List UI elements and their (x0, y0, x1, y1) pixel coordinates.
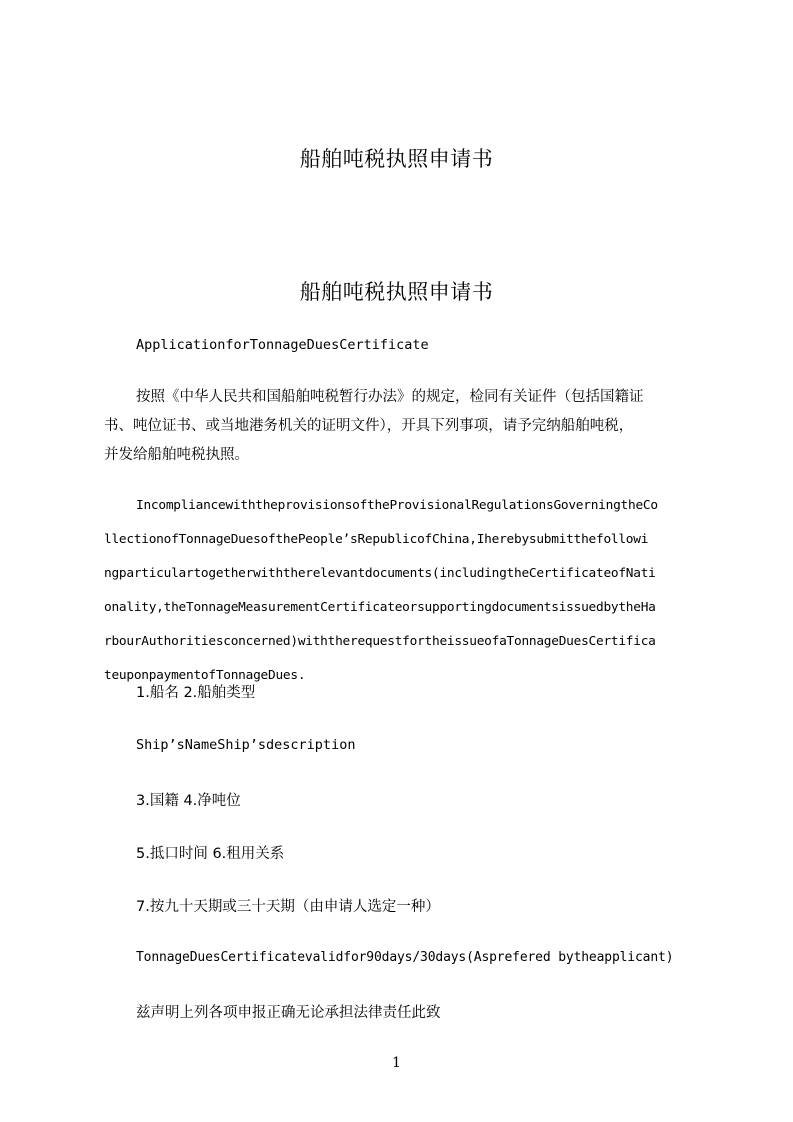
field-validity-period: 7.按九十天期或三十天期（由申请人选定一种） (136, 899, 440, 915)
paragraph-line: IncompliancewiththeprovisionsoftheProvisionalRegulationsGoverningtheCo (136, 498, 658, 513)
paragraph-line: rbourAuthoritiesconcerned)withtherequestfortheissueofaTonnageDuesCertifica (104, 634, 656, 649)
chinese-intro-paragraph (104, 383, 700, 470)
paragraph-line: onality,theTonnageMeasurementCertificateorsupportingdocumentsissuedbytheHa (104, 600, 656, 615)
document-title: 船舶吨税执照申请书 (299, 280, 494, 304)
paragraph-line: 并发给船舶吨税执照。 (104, 447, 249, 463)
english-intro-paragraph (104, 489, 700, 693)
paragraph-line: 按照《中华人民共和国船舶吨税暂行办法》的规定，检同有关证件（包括国籍证 (136, 389, 644, 405)
declaration-statement: 兹声明上列各项申报正确无论承担法律责任此致 (136, 1005, 441, 1021)
field-validity-period-en: TonnageDuesCertificatevalidfor90days/30days(Asprefered bytheapplicant) (136, 950, 674, 965)
paragraph-line: 书、吨位证书、或当地港务机关的证明文件），开具下列事项，请予完纳船舶吨税， (104, 418, 634, 434)
field-arrival-charter: 5.抵口时间 6.租用关系 (136, 846, 285, 862)
paragraph-line: ngparticulartogetherwiththerelevantdocuments(includingtheCertificateofNati (104, 566, 656, 581)
page-number: 1 (392, 1055, 401, 1071)
document-header-title: 船舶吨税执照申请书 (299, 147, 494, 171)
english-subtitle: ApplicationforTonnageDuesCertificate (136, 337, 429, 353)
field-ship-name-type: 1.船名 2.船舶类型 (136, 685, 256, 701)
paragraph-line: teuponpaymentofTonnageDues. (104, 668, 306, 683)
paragraph-line: llectionofTonnageDuesofthePeople’sRepublicofChina,Iherebysubmitthefollowi (104, 532, 649, 547)
field-ship-name-type-en: Ship’sNameShip’sdescription (136, 737, 356, 753)
field-nationality-tonnage: 3.国籍 4.净吨位 (136, 793, 241, 809)
